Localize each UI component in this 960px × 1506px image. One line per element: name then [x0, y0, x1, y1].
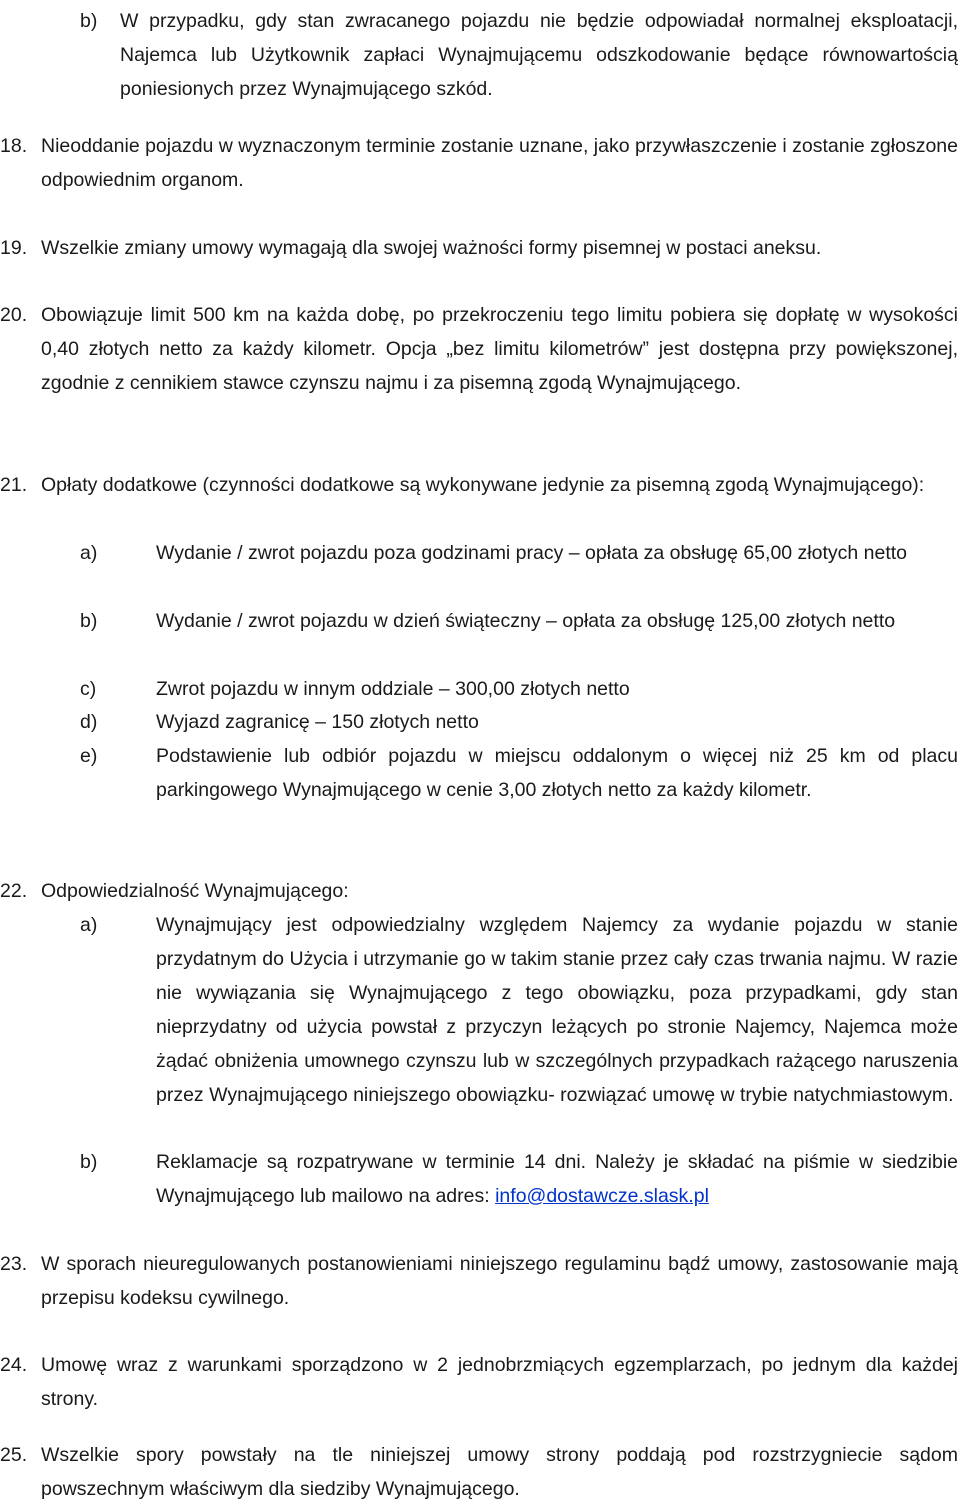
- clause-text: Nieoddanie pojazdu w wyznaczonym terminie zostanie uznane, jako przywłaszczenie i zostanie zgłoszone odpowiednim organom.: [41, 135, 958, 191]
- clause-18: [0, 129, 958, 197]
- clause-number: 24.: [0, 1354, 28, 1376]
- sub-label: d): [80, 711, 98, 733]
- sub-text: Zwrot pojazdu w innym oddziale – 300,00 złotych netto: [156, 678, 630, 700]
- sub-text: Wydanie / zwrot pojazdu poza godzinami pracy – opłata za obsługę 65,00 złotych netto: [156, 542, 908, 564]
- sub-label: b): [80, 1151, 98, 1173]
- clause-20: [0, 298, 958, 400]
- clause-19: [0, 231, 958, 265]
- sub-text: [156, 1145, 958, 1213]
- clause-number: 18.: [0, 135, 28, 157]
- clause-number: 21.: [0, 474, 28, 496]
- clause-21: [0, 468, 958, 502]
- clause-21-e: [80, 739, 958, 807]
- clause-text: W przypadku, gdy stan zwracanego pojazdu nie będzie odpowiadał normalnej eksploatacji, Najemca lub Użytkownik zapłaci Wynajmującemu odszkodowanie będące równowartością poniesionych przez Wynajmującego szkód.: [120, 10, 958, 100]
- sub-label: a): [80, 542, 98, 564]
- sub-text: Wyjazd zagranicę – 150 złotych netto: [156, 711, 479, 733]
- clause-21-a: [80, 536, 958, 570]
- sub-text-body: Reklamacje są rozpatrywane w terminie 14 dni. Należy je składać na piśmie w siedzibie Wynajmującego lub mailowo na adres:: [156, 1151, 958, 1207]
- clause-21-d: [80, 705, 958, 739]
- sub-text: Podstawienie lub odbiór pojazdu w miejscu oddalonym o więcej niż 25 km od placu parkingowego Wynajmującego w cenie 3,00 złotych netto za każdy kilometr.: [156, 745, 958, 801]
- clause-text: Obowiązuje limit 500 km na każda dobę, po przekroczeniu tego limitu pobiera się dopłatę w wysokości 0,40 złotych netto za każdy kilometr. Opcja „bez limitu kilometrów” jest dostępna przy powiększonej, zgodnie z cennikiem stawce czynszu najmu i za pisemną zgodą Wynajmującego.: [41, 304, 958, 394]
- clause-25: [0, 1438, 958, 1506]
- email-link[interactable]: info@dostawcze.slask.pl: [495, 1185, 709, 1207]
- clause-text: Wszelkie zmiany umowy wymagają dla swojej ważności formy pisemnej w postaci aneksu.: [41, 237, 822, 259]
- clause-23: [0, 1247, 958, 1315]
- clause-21-b: [80, 604, 958, 638]
- clause-label: b): [80, 10, 98, 32]
- clause-text: Wszelkie spory powstały na tle niniejszej umowy strony poddają pod rozstrzygniecie sądom powszechnym właściwym dla siedziby Wynajmującego.: [41, 1444, 958, 1500]
- clause-24: [0, 1348, 958, 1416]
- clause-22: [0, 874, 958, 908]
- sub-label: a): [80, 914, 98, 936]
- sub-label: e): [80, 745, 98, 767]
- sub-label: b): [80, 610, 98, 632]
- clause-text: W sporach nieuregulowanych postanowieniami niniejszego regulaminu bądź umowy, zastosowanie mają przepisu kodeksu cywilnego.: [41, 1253, 958, 1309]
- clause-number: 19.: [0, 237, 28, 259]
- sub-label: c): [80, 678, 97, 700]
- clause-number: 23.: [0, 1253, 28, 1275]
- clause-21-c: [80, 672, 958, 706]
- sub-text: Wynajmujący jest odpowiedzialny względem Najemcy za wydanie pojazdu w stanie przydatnym do Użycia i utrzymanie go w takim stanie przez cały czas trwania najmu. W razie nie wywiązania się Wynajmującego z tego obowiązku, poza przypadkami, gdy stan nieprzydatny od użycia powstał z przyczyn leżących po stronie Najemcy, Najemca może żądać obniżenia umownego czynszu lub w szczególnych przypadkach rażącego naruszenia przez Wynajmującego niniejszego obowiązku- rozwiązać umowę w trybie natychmiastowym.: [156, 914, 958, 1106]
- clause-number: 22.: [0, 880, 28, 902]
- clause-text: Opłaty dodatkowe (czynności dodatkowe są wykonywane jedynie za pisemną zgodą Wynajmującego):: [41, 474, 925, 496]
- clause-number: 20.: [0, 304, 28, 326]
- clause-number: 25.: [0, 1444, 28, 1466]
- sub-text: Wydanie / zwrot pojazdu w dzień świąteczny – opłata za obsługę 125,00 złotych netto: [156, 610, 896, 632]
- clause-22-a: [80, 908, 958, 1112]
- clause-text: Odpowiedzialność Wynajmującego:: [41, 880, 349, 902]
- clause-17b: [80, 4, 958, 106]
- clause-22-b: [80, 1145, 958, 1213]
- clause-text: Umowę wraz z warunkami sporządzono w 2 jednobrzmiących egzemplarzach, po jednym dla każdej strony.: [41, 1354, 958, 1410]
